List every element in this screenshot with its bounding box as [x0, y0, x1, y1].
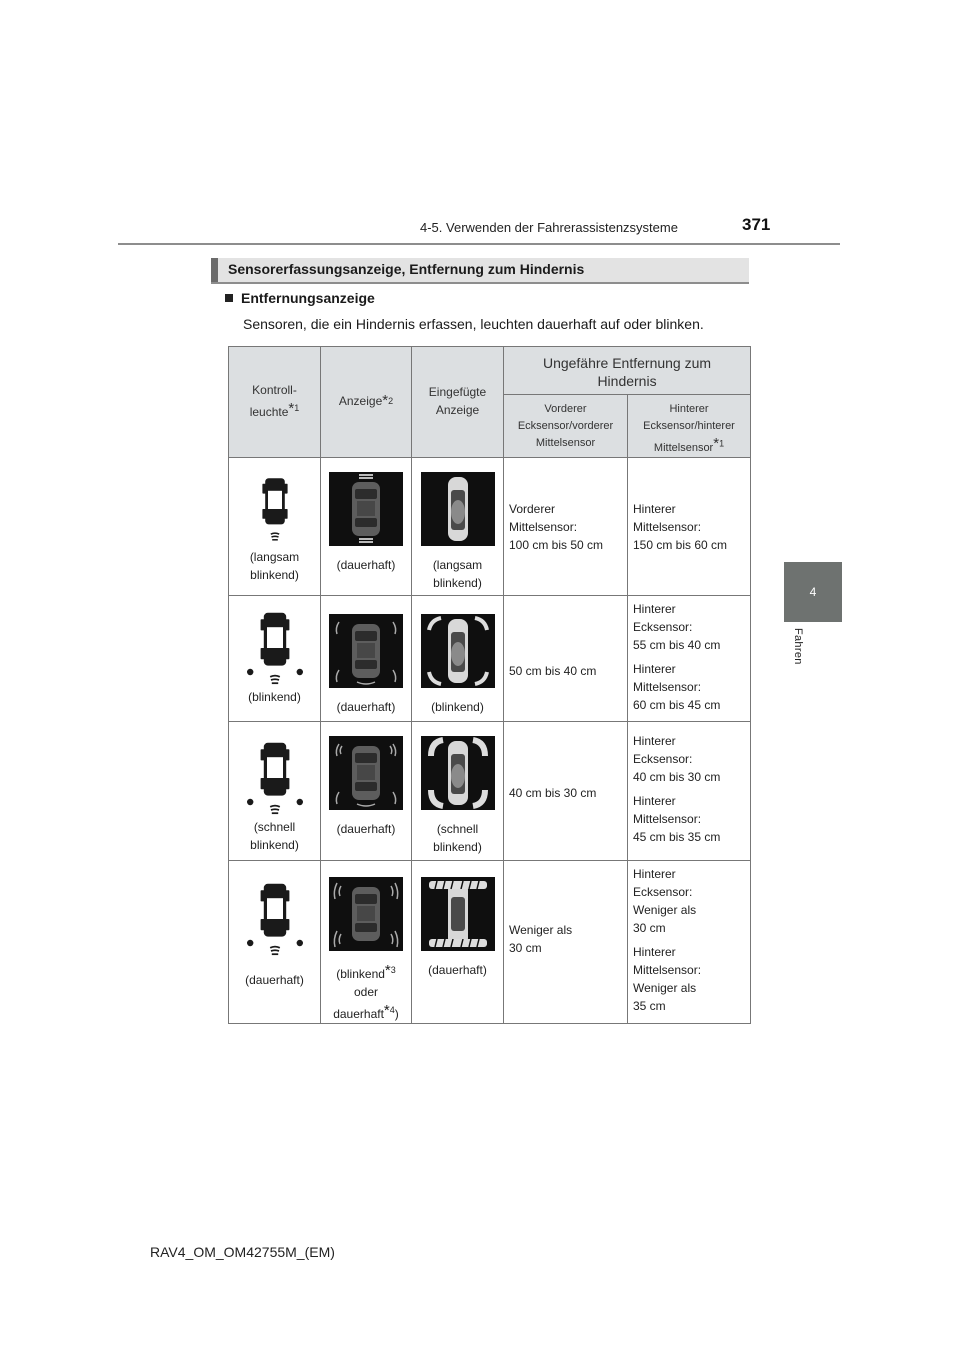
- table-row: [229, 596, 751, 722]
- rear-line1: Hinterer: [633, 502, 676, 516]
- front-distance-cell: [504, 722, 628, 861]
- rear-center-line4: 35 cm: [633, 999, 666, 1013]
- display-state-line1: (blinkend: [336, 967, 385, 981]
- header-rear-line1: Hinterer: [669, 403, 709, 415]
- inset-state-line1: (schnell: [436, 822, 479, 836]
- rear-corner-line2: Ecksensor:: [633, 885, 693, 899]
- inset-state: (blinkend): [431, 700, 484, 714]
- display-state: (dauerhaft): [336, 700, 396, 714]
- front-line2: Mittelsensor:: [509, 520, 578, 534]
- display-state: (dauerhaft): [336, 822, 396, 836]
- display-state-line3: dauerhaft: [333, 1007, 384, 1021]
- front-line2: 30 cm: [509, 941, 542, 955]
- lamp-state-line1: (langsam: [249, 550, 300, 564]
- rear-corner-line4: 30 cm: [633, 921, 666, 935]
- header-front-line1: Vorderer: [544, 403, 587, 415]
- inset-cell: [412, 861, 504, 1024]
- display-image: [329, 736, 403, 810]
- rear-corner-line2: Ecksensor:: [633, 620, 693, 634]
- footnote-ref: 1: [294, 403, 300, 413]
- header-front-sensor: [504, 395, 628, 458]
- rear-center-line1: Hinterer: [633, 794, 676, 808]
- front-distance-cell: [504, 458, 628, 596]
- inset-cell: [412, 722, 504, 861]
- display-cell: [321, 861, 412, 1024]
- header-rule: [118, 243, 840, 245]
- rear-distance-cell: [628, 861, 751, 1024]
- rear-center-line2: Mittelsensor:: [633, 963, 702, 977]
- rear-corner-line1: Hinterer: [633, 602, 676, 616]
- rear-center-line3: Weniger als: [633, 981, 697, 995]
- header-col2: Anzeige: [338, 394, 383, 408]
- header-col1-line1: Kontroll-: [252, 383, 297, 397]
- inset-cell: [412, 596, 504, 722]
- lamp-cell: [229, 722, 321, 861]
- car-indicator-icon: [247, 470, 303, 548]
- display-image: [329, 472, 403, 546]
- header-col3-line1: Eingefügte: [428, 385, 487, 399]
- inset-state: (dauerhaft): [428, 963, 487, 977]
- inset-state-line1: (langsam: [432, 558, 483, 572]
- header-rear-line2: Ecksensor/hinterer: [643, 420, 735, 432]
- header-rear-line3: Mittelsensor: [653, 442, 714, 454]
- front-line1: Vorderer: [509, 502, 556, 516]
- display-image: [329, 877, 403, 951]
- front-line1: 40 cm bis 30 cm: [509, 786, 597, 800]
- header-front-line2: Ecksensor/vorderer: [517, 420, 614, 432]
- chapter-label: Fahren: [792, 628, 804, 665]
- inset-cell: [412, 458, 504, 596]
- rear-corner-line3: Weniger als: [633, 903, 697, 917]
- asterisk-icon: *: [288, 400, 295, 417]
- section-underline: [211, 282, 749, 284]
- closing-paren: ): [394, 1007, 399, 1021]
- car-indicator-icon: [243, 738, 307, 818]
- document-id: RAV4_OM_OM42755M_(EM): [150, 1244, 335, 1260]
- lamp-cell: [229, 458, 321, 596]
- section-title: Sensorerfassungsanzeige, Entfernung zum Hindernis: [228, 261, 585, 277]
- rear-distance-cell: [628, 458, 751, 596]
- asterisk-icon: *: [383, 1002, 390, 1019]
- display-cell: [321, 596, 412, 722]
- inset-state-line2: blinkend): [433, 840, 482, 854]
- header-distance: [504, 347, 751, 395]
- car-indicator-icon: [243, 879, 307, 959]
- header-rear-sensor: [628, 395, 751, 458]
- inset-image: [421, 877, 495, 951]
- front-distance-cell: [504, 861, 628, 1024]
- chapter-number: 4: [809, 585, 817, 599]
- header-distance-line1: Ungefähre Entfernung zum: [542, 355, 712, 371]
- distance-table: [228, 346, 751, 1024]
- rear-corner-line1: Hinterer: [633, 734, 676, 748]
- header-display: [321, 347, 412, 458]
- front-line3: 100 cm bis 50 cm: [509, 538, 604, 552]
- lamp-state-line2: blinkend): [250, 568, 299, 582]
- rear-corner-line2: Ecksensor:: [633, 752, 693, 766]
- inset-image: [421, 472, 495, 546]
- footnote-ref: 2: [388, 396, 394, 406]
- rear-line3: 150 cm bis 60 cm: [633, 538, 728, 552]
- rear-center-line2: Mittelsensor:: [633, 680, 702, 694]
- car-indicator-icon: [243, 608, 307, 688]
- front-line1: Weniger als: [509, 923, 573, 937]
- rear-center-line1: Hinterer: [633, 662, 676, 676]
- square-bullet-icon: [225, 294, 233, 302]
- header-distance-line2: Hindernis: [597, 373, 657, 389]
- lamp-state: (dauerhaft): [245, 973, 304, 987]
- inset-image: [421, 736, 495, 810]
- asterisk-icon: *: [382, 392, 389, 409]
- rear-center-line3: 45 cm bis 35 cm: [633, 830, 721, 844]
- header-indicator-lamp: [229, 347, 321, 458]
- asterisk-icon: *: [713, 435, 720, 452]
- rear-corner-line3: 40 cm bis 30 cm: [633, 770, 721, 784]
- lamp-cell: [229, 861, 321, 1024]
- lamp-state-line2: blinkend): [250, 838, 299, 852]
- rear-line2: Mittelsensor:: [633, 520, 702, 534]
- display-cell: [321, 722, 412, 861]
- body-text: Sensoren, die ein Hindernis erfassen, leuchten dauerhaft auf oder blinken.: [243, 316, 704, 332]
- front-line1: 50 cm bis 40 cm: [509, 664, 597, 678]
- inset-image: [421, 614, 495, 688]
- table-row: [229, 722, 751, 861]
- rear-center-line3: 60 cm bis 45 cm: [633, 698, 721, 712]
- header-inset-display: [412, 347, 504, 458]
- display-cell: [321, 458, 412, 596]
- display-state-line2: oder: [353, 985, 379, 999]
- table-row: [229, 458, 751, 596]
- header-front-line3: Mittelsensor: [535, 437, 596, 449]
- rear-distance-cell: [628, 596, 751, 722]
- page-number: 371: [742, 215, 771, 234]
- subsection-title: Entfernungsanzeige: [241, 290, 375, 306]
- rear-center-line1: Hinterer: [633, 945, 676, 959]
- inset-state-line2: blinkend): [433, 576, 482, 590]
- lamp-state-line1: (schnell: [253, 820, 296, 834]
- lamp-cell: [229, 596, 321, 722]
- footnote-ref: 4: [389, 1005, 395, 1015]
- lamp-state: (blinkend): [248, 690, 301, 704]
- footnote-ref: 1: [719, 438, 725, 449]
- header-col3-line2: Anzeige: [435, 403, 480, 417]
- rear-corner-line3: 55 cm bis 40 cm: [633, 638, 721, 652]
- table-row: [229, 861, 751, 1024]
- display-state: (dauerhaft): [336, 558, 396, 572]
- footnote-ref: 3: [390, 965, 396, 975]
- subsection-heading: [225, 290, 375, 306]
- asterisk-icon: *: [384, 962, 391, 979]
- front-distance-cell: [504, 596, 628, 722]
- running-header: 4-5. Verwenden der Fahrerassistenzsysteme: [420, 220, 678, 235]
- rear-corner-line1: Hinterer: [633, 867, 676, 881]
- rear-distance-cell: [628, 722, 751, 861]
- header-col1-line2: leuchte: [249, 405, 289, 419]
- rear-center-line2: Mittelsensor:: [633, 812, 702, 826]
- display-image: [329, 614, 403, 688]
